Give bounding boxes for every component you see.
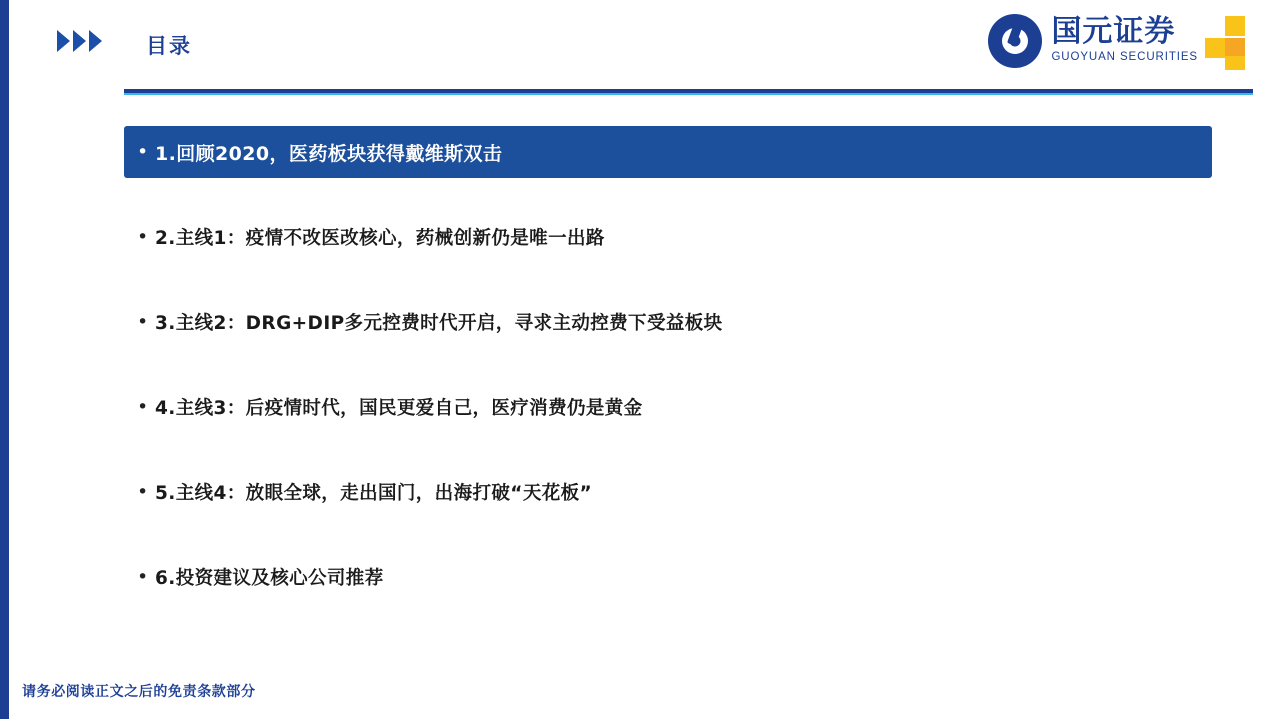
logo-square-2 [1205,38,1225,58]
company-logo [988,12,1247,72]
toc-item-label: 5.主线4：放眼全球，走出国门，出海打破“天花板” [155,483,593,504]
logo-squares-decoration [1205,16,1247,72]
toc-bullet: • [137,565,149,588]
toc-bullet: • [137,310,149,333]
logo-name-en: GUOYUAN SECURITIES [1051,50,1198,63]
toc-item-label: 6.投资建议及核心公司推荐 [155,568,384,589]
chevron-2 [73,30,86,52]
logo-square-4 [1225,56,1245,70]
chevrons-right-icon [57,30,102,52]
toc-item-6[interactable] [124,551,1219,603]
toc-item-label: 4.主线3：后疫情时代，国民更爱自己，医疗消费仍是黄金 [155,398,643,419]
header-divider-cyan [124,93,1253,95]
logo-square-1 [1225,16,1245,36]
chevron-3 [89,30,102,52]
logo-name-cn: 国元证券 [1051,14,1176,49]
table-of-contents [124,126,1219,636]
logo-text-block [1051,16,1198,63]
page-title: 目录 [146,34,192,58]
slide-header [0,0,1279,95]
toc-item-5[interactable] [124,466,1219,518]
toc-bullet: • [137,140,149,163]
left-edge-bar [0,0,9,719]
chevron-1 [57,30,70,52]
toc-item-2[interactable] [124,211,1219,263]
toc-item-3[interactable] [124,296,1219,348]
toc-item-1[interactable] [124,126,1212,178]
toc-bullet: • [137,395,149,418]
toc-item-label: 1.回顾2020，医药板块获得戴维斯双击 [155,142,503,165]
footer-disclaimer: 请务必阅读正文之后的免责条款部分 [22,684,256,700]
logo-square-3 [1225,38,1245,58]
logo-center-dot [1010,36,1021,47]
toc-item-label: 2.主线1：疫情不改医改核心，药械创新仍是唯一出路 [155,228,605,249]
toc-item-label: 3.主线2：DRG+DIP多元控费时代开启，寻求主动控费下受益板块 [155,313,723,334]
toc-item-4[interactable] [124,381,1219,433]
guoyuan-circle-logo-icon [988,14,1042,68]
toc-bullet: • [137,480,149,503]
toc-bullet: • [137,225,149,248]
